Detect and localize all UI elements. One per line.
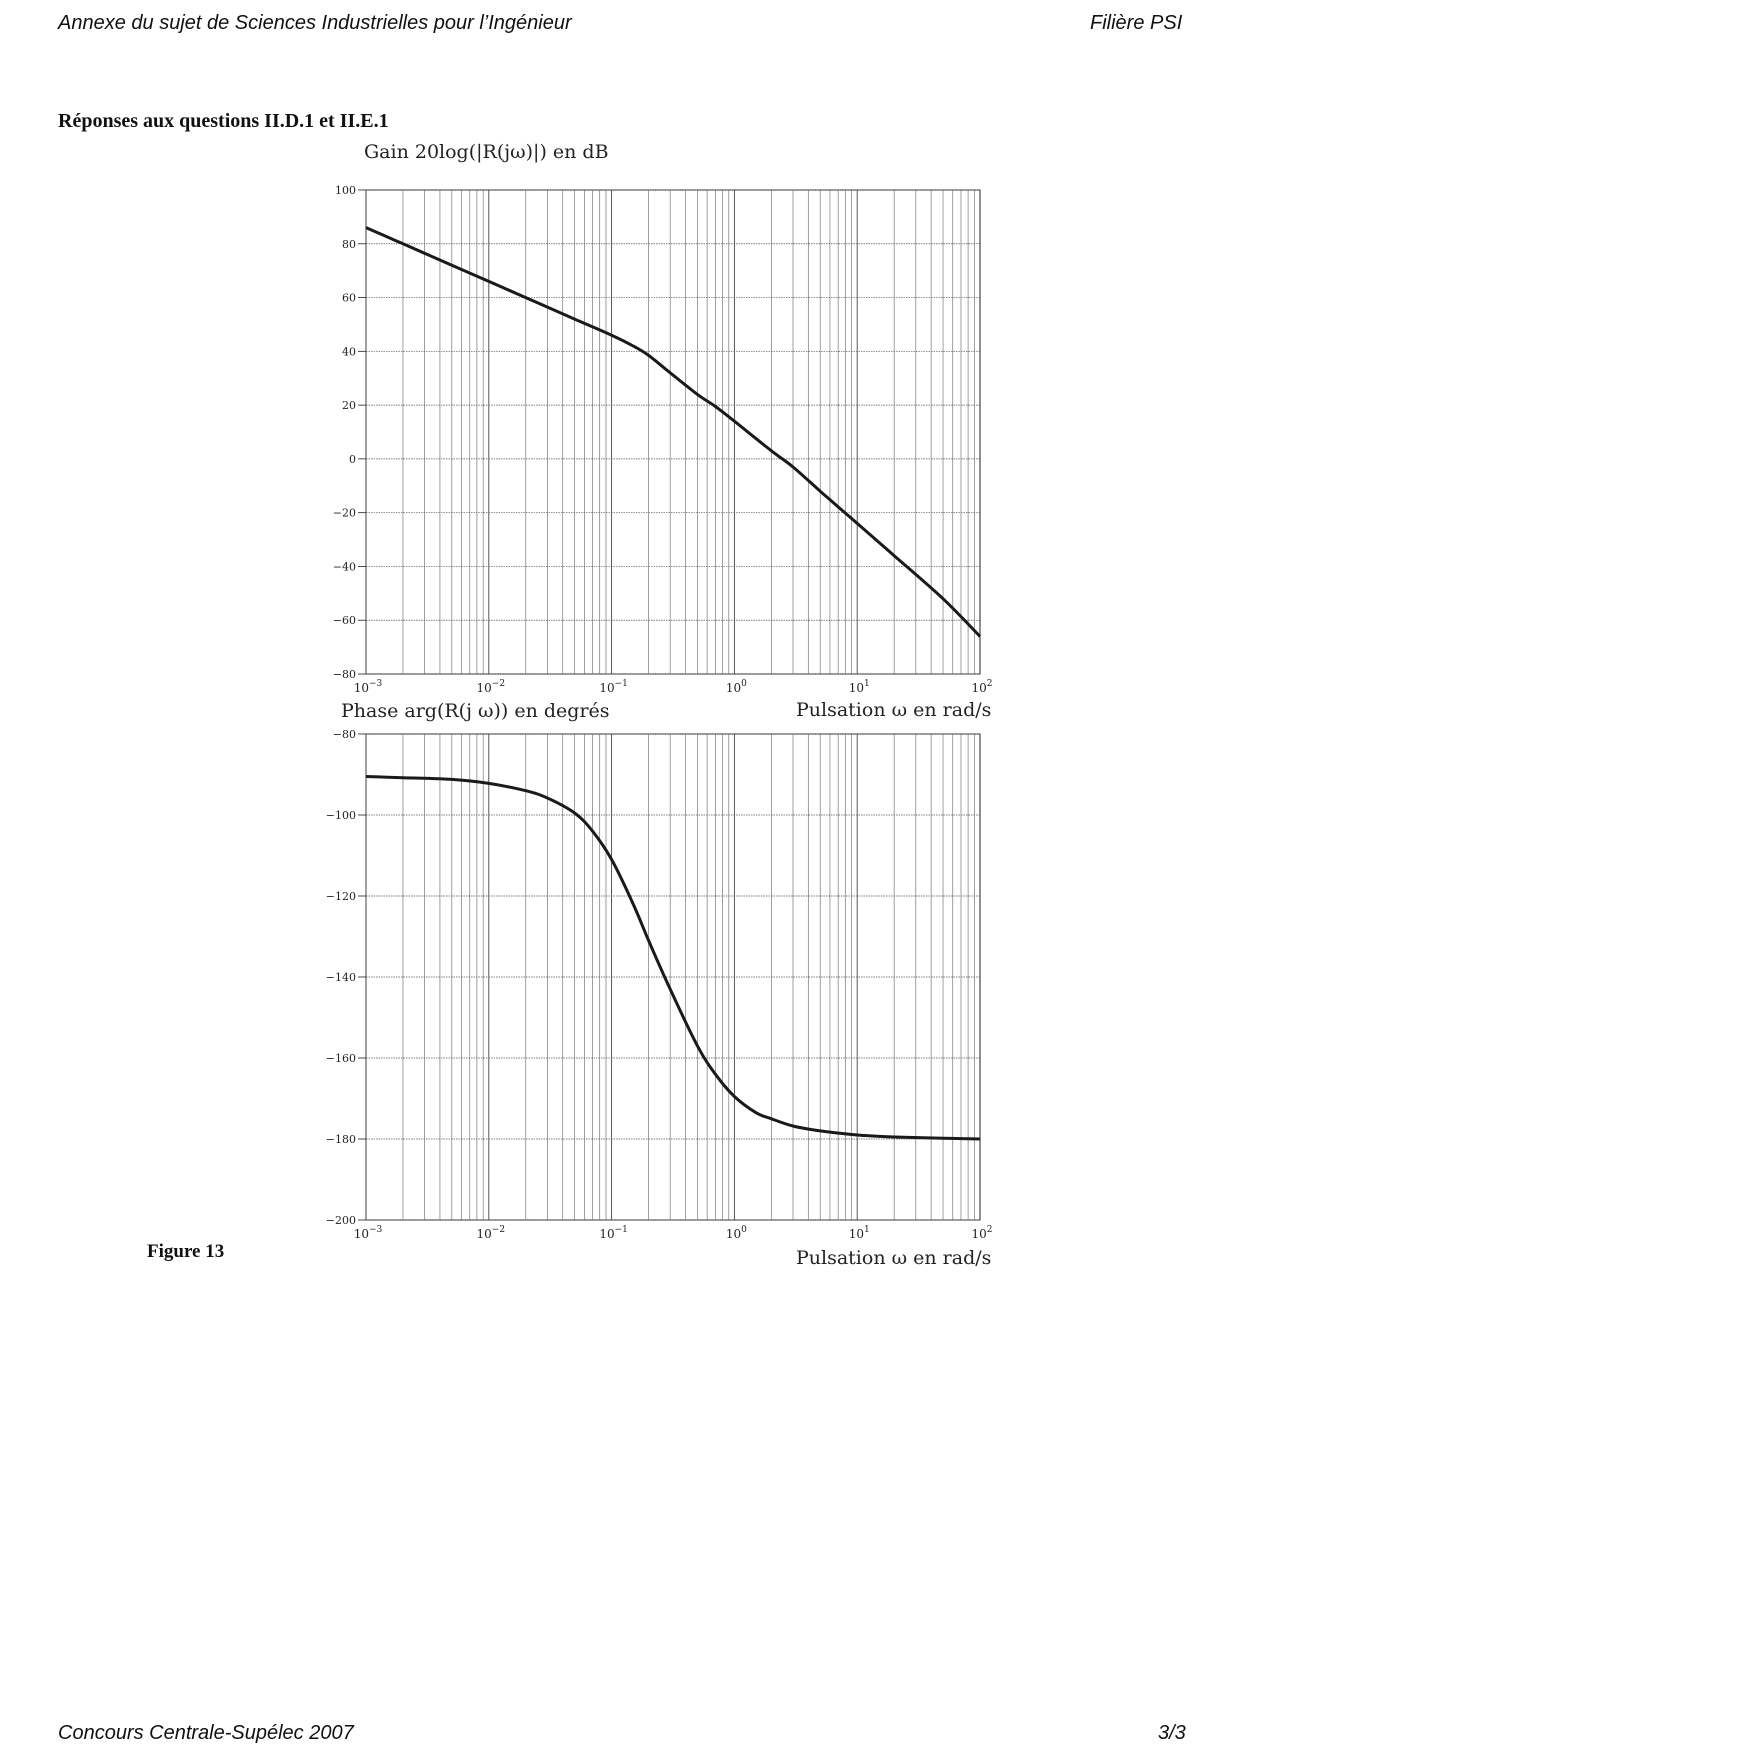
y-tick-label: −120: [325, 890, 356, 903]
footer-left: Concours Centrale-Supélec 2007: [58, 1722, 354, 1744]
x-tick-label: $10^{-2}$: [476, 1225, 506, 1241]
y-tick-label: 80: [342, 237, 356, 251]
x-tick-label: $10^{-1}$: [599, 1225, 628, 1241]
x-tick-label: $10^0$: [725, 1225, 747, 1241]
x-tick-label: $10^{-1}$: [599, 679, 628, 695]
chart-title: Gain 20log(|R(jω)|) en dB: [364, 141, 609, 163]
x-tick-label: $10^0$: [725, 679, 747, 695]
y-tick-label: −140: [325, 971, 356, 984]
gain-chart: [333, 141, 993, 721]
plot-frame: [366, 734, 980, 1220]
x-tick-label: $10^{-3}$: [353, 1225, 383, 1241]
plot-frame: [366, 190, 980, 674]
x-tick-label: $10^1$: [848, 679, 870, 695]
y-tick-label: −60: [332, 614, 356, 628]
y-tick-label: 60: [342, 291, 356, 305]
y-tick-label: −80: [332, 728, 356, 741]
y-tick-label: −200: [325, 1214, 356, 1227]
figure-label: Figure 13: [147, 1241, 225, 1262]
y-tick-label: 40: [342, 345, 356, 359]
phase-chart: [326, 700, 993, 1269]
footer-right: 3/3: [1158, 1722, 1186, 1744]
x-tick-label: $10^1$: [848, 1225, 870, 1241]
series-line: [366, 777, 980, 1140]
y-tick-label: −40: [332, 560, 356, 574]
y-tick-label: 20: [342, 399, 356, 413]
y-tick-label: −80: [332, 668, 356, 681]
header-right: Filière PSI: [1090, 12, 1183, 34]
series-line: [366, 228, 980, 637]
x-axis-label: Pulsation ω en rad/s: [796, 1247, 992, 1269]
x-tick-label: $10^2$: [971, 1225, 993, 1241]
y-tick-label: −100: [325, 809, 356, 822]
x-tick-label: $10^{-3}$: [353, 679, 383, 695]
x-tick-label: $10^2$: [971, 679, 993, 695]
y-tick-label: −180: [325, 1133, 356, 1146]
y-tick-label: 0: [349, 452, 356, 466]
x-tick-label: $10^{-2}$: [476, 679, 506, 695]
section-title: Réponses aux questions II.D.1 et II.E.1: [58, 110, 389, 132]
y-tick-label: 100: [335, 184, 356, 197]
header-left: Annexe du sujet de Sciences Industrielles pour l’Ingénieur: [58, 12, 572, 34]
y-tick-label: −160: [325, 1052, 356, 1065]
x-axis-label: Pulsation ω en rad/s: [796, 699, 992, 721]
chart-title: Phase arg(R(j ω)) en degrés: [341, 700, 610, 722]
y-tick-label: −20: [332, 506, 356, 520]
